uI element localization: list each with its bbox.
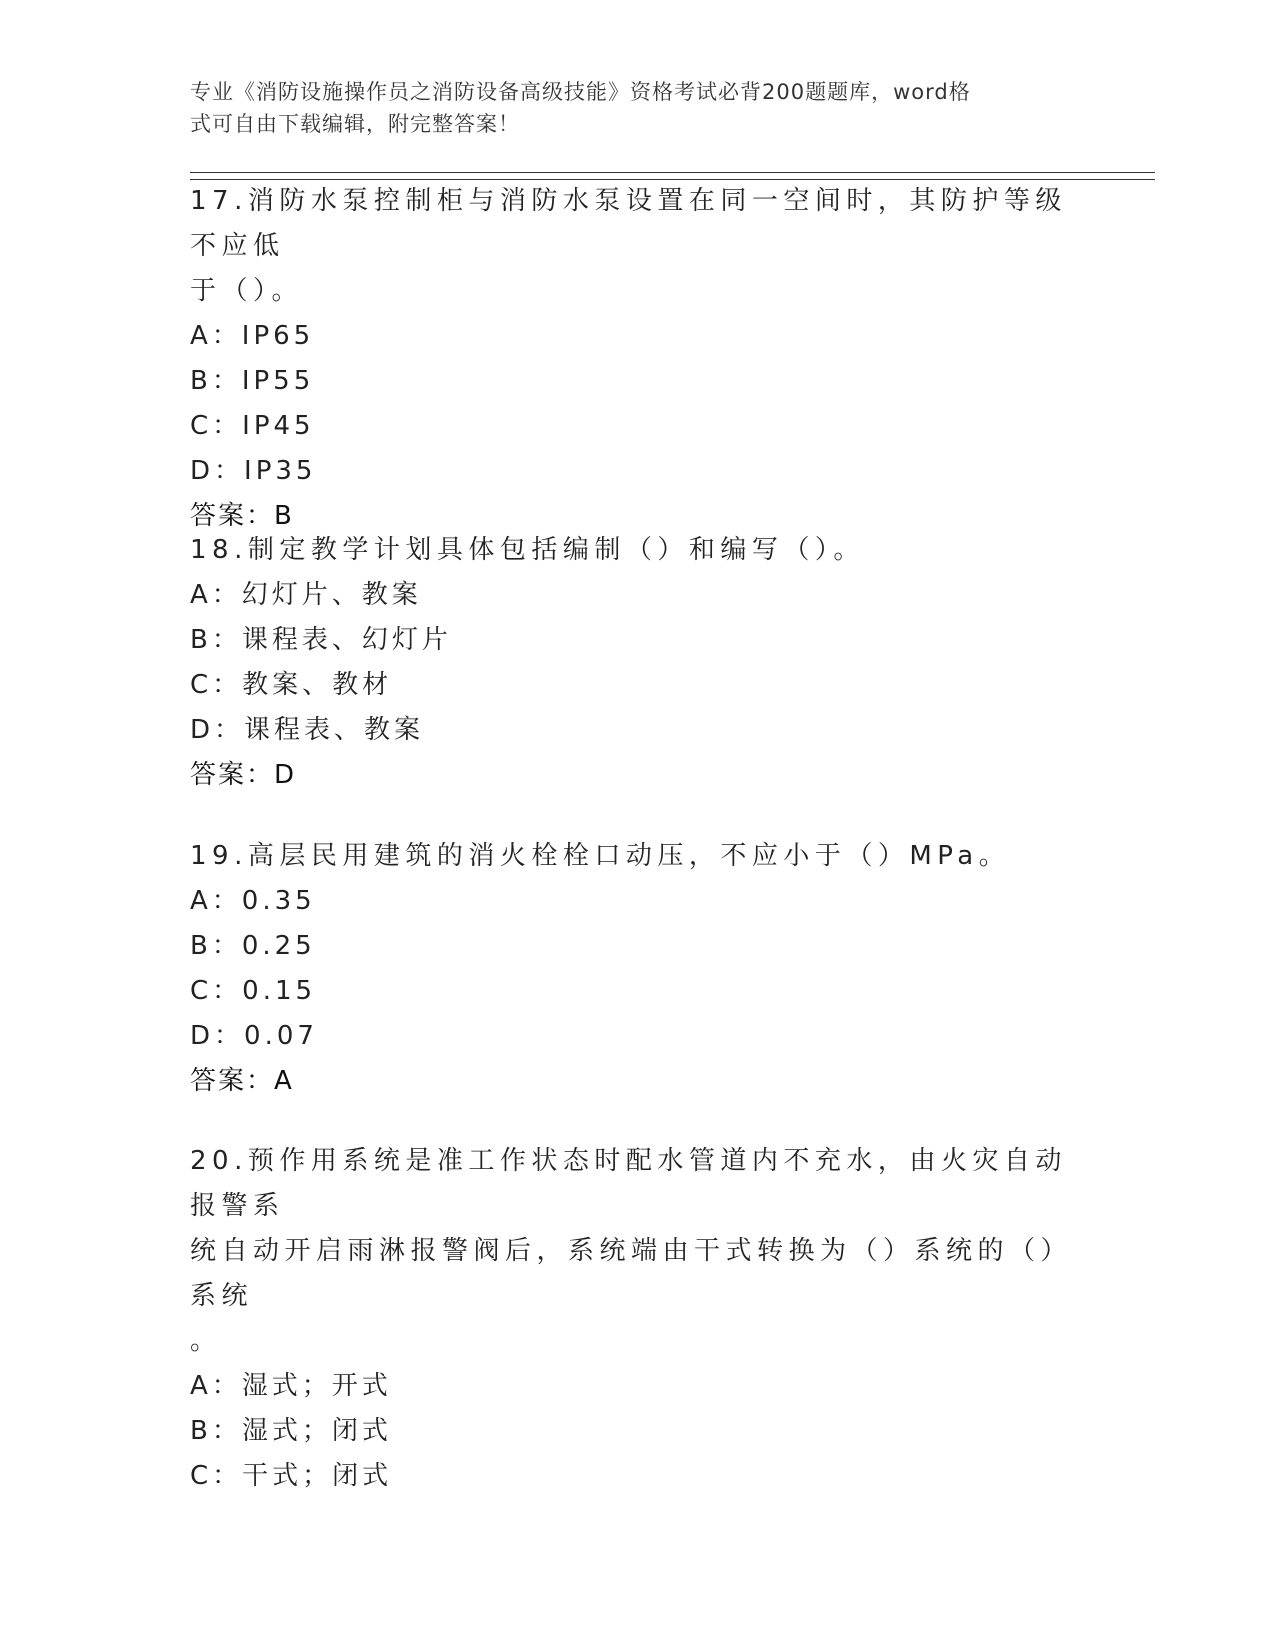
answer-line: 答案：D bbox=[190, 760, 297, 790]
option-b: B：课程表、幻灯片 bbox=[190, 625, 452, 655]
question-stem-line: 19.高层民用建筑的消火栓栓口动压，不应小于（）MPa。 bbox=[190, 841, 1011, 871]
question-20 bbox=[190, 1139, 1090, 1499]
question-stem-line: 18.制定教学计划具体包括编制（）和编写（）。 bbox=[190, 535, 865, 565]
option-a: A：湿式；开式 bbox=[190, 1371, 392, 1401]
question-stem-line: 。 bbox=[190, 1326, 222, 1356]
option-c: C：教案、教材 bbox=[190, 670, 393, 700]
answer-line: 答案：B bbox=[190, 501, 294, 531]
option-b: B：0.25 bbox=[190, 931, 316, 961]
option-d: D：IP35 bbox=[190, 456, 317, 486]
question-stem-line: 于（）。 bbox=[190, 276, 304, 306]
option-c: C：干式；闭式 bbox=[190, 1461, 393, 1491]
question-17 bbox=[190, 179, 1090, 539]
option-a: A：0.35 bbox=[190, 886, 316, 916]
option-d: D：0.07 bbox=[190, 1021, 318, 1051]
question-stem-line: 20.预作用系统是准工作状态时配水管道内不充水，由火灾自动报警系 bbox=[190, 1146, 1067, 1221]
option-b: B：湿式；闭式 bbox=[190, 1416, 392, 1446]
option-c: C：IP45 bbox=[190, 411, 315, 441]
option-c: C：0.15 bbox=[190, 976, 317, 1006]
header-line-1: 专业《消防设施操作员之消防设备高级技能》资格考试必背200题题库，word格 bbox=[190, 80, 971, 104]
question-stem-line: 17.消防水泵控制柜与消防水泵设置在同一空间时，其防护等级不应低 bbox=[190, 186, 1067, 261]
question-stem-line: 统自动开启雨淋报警阀后，系统端由干式转换为（）系统的（）系统 bbox=[190, 1236, 1073, 1311]
question-18 bbox=[190, 528, 1090, 798]
question-19 bbox=[190, 834, 1090, 1104]
option-b: B：IP55 bbox=[190, 366, 315, 396]
option-a: A：IP65 bbox=[190, 321, 315, 351]
document-header bbox=[190, 76, 1090, 140]
header-divider-top bbox=[190, 172, 1155, 173]
option-a: A：幻灯片、教案 bbox=[190, 580, 422, 610]
option-d: D：课程表、教案 bbox=[190, 715, 425, 745]
header-line-2: 式可自由下载编辑，附完整答案！ bbox=[190, 112, 520, 136]
answer-line: 答案：A bbox=[190, 1066, 294, 1096]
